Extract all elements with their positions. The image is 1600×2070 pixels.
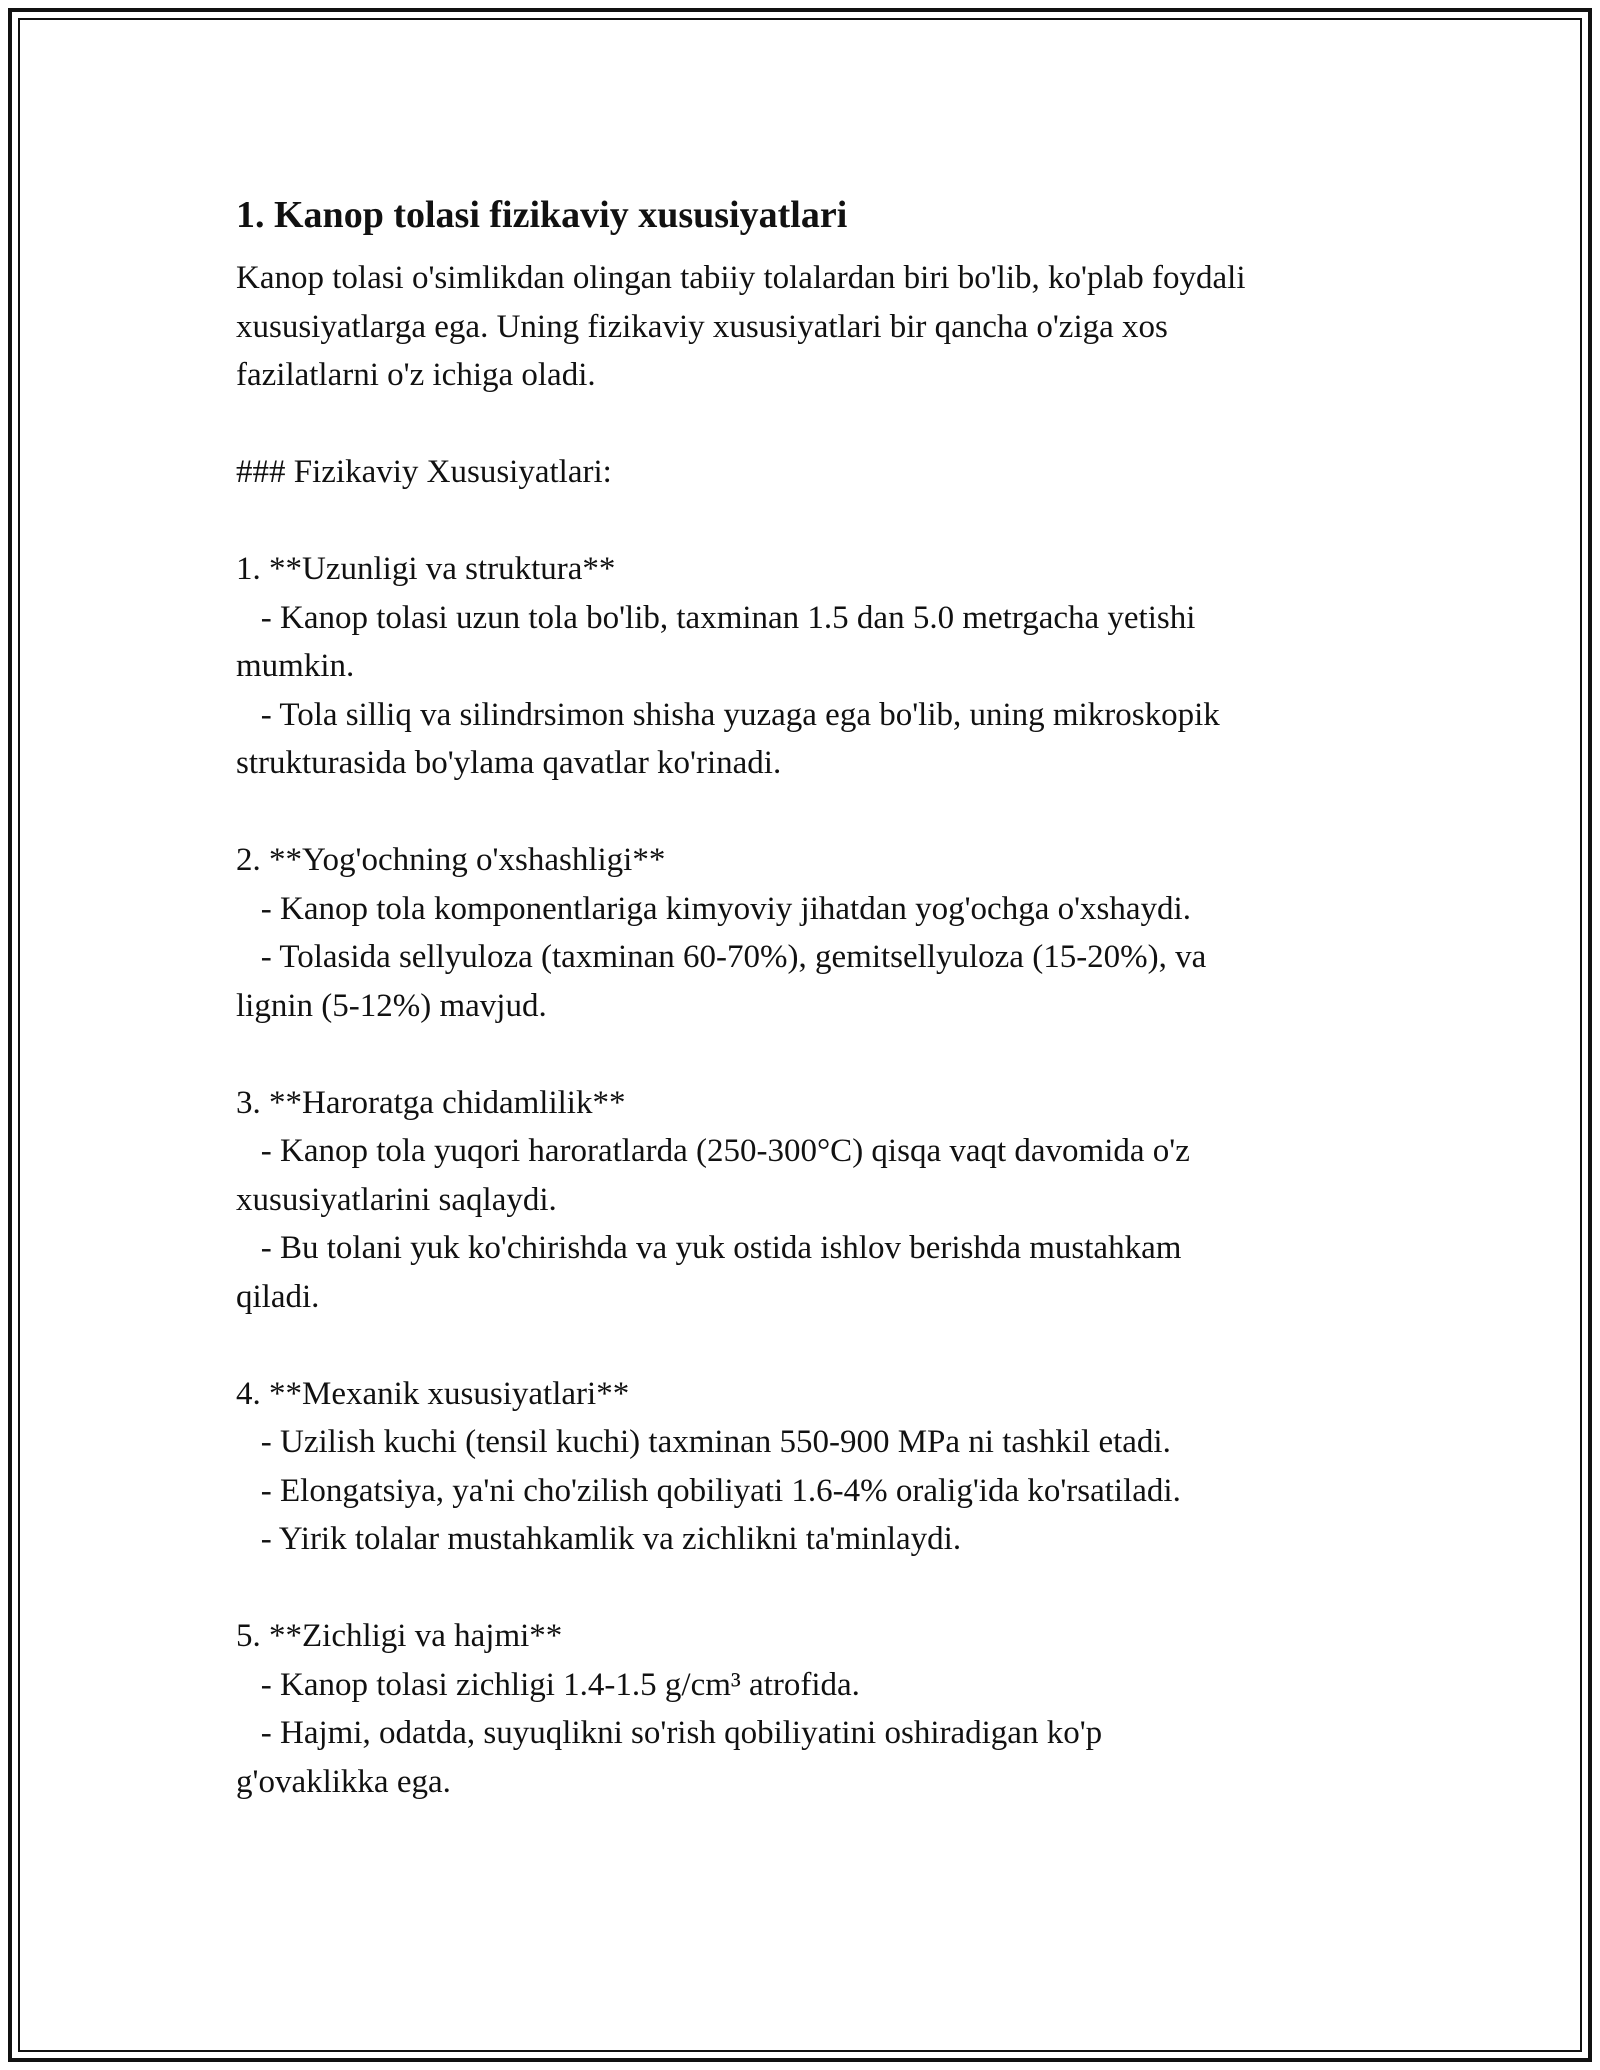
- document-body: Kanop tolasi o'simlikdan olingan tabiiy tolalardan biri bo'lib, ko'plab foydali xususiyatlarga ega. Uning fizikaviy xususiyatlari bir qancha o'ziga xos fazilatlarni o'z ichiga oladi. ### Fizikaviy Xususiyatlari: 1. **Uzunligi va struktura** - Kanop tolasi uzun tola bo'lib, taxminan 1.5 dan 5.0 metrgacha yetishi mumkin. - Tola silliq va silindrsimon shisha yuzaga ega bo'lib, uning mikroskopik strukturasida bo'ylama qavatlar ko'rinadi. 2. **Yog'ochning o'xshashligi** - Kanop tola komponentlariga kimyoviy jihatdan yog'ochga o'xshaydi. - Tolasida sellyuloza (taxminan 60-70%), gemitsellyuloza (15-20%), va lignin (5-12%) mavjud. 3. **Haroratga chidamlilik** - Kanop tola yuqori haroratlarda (250-300°C) qisqa vaqt davomida o'z xususiyatlarini saqlaydi. - Bu tolani yuk ko'chirishda va yuk ostida ishlov berishda mustahkam qiladi. 4. **Mexanik xususiyatlari** - Uzilish kuchi (tensil kuchi) taxminan 550-900 MPa ni tashkil etadi. - Elongatsiya, ya'ni cho'zilish qobiliyati 1.6-4% oralig'ida ko'rsatiladi. - Yirik tolalar mustahkamlik va zichlikni ta'minlaydi. 5. **Zichligi va hajmi** - Kanop tolasi zichligi 1.4-1.5 g/cm³ atrofida. - Hajmi, odatda, suyuqlikni so'rish qobiliyatini oshiradigan ko'p g'ovaklikka ega.: [236, 260, 1246, 1800]
- document-title: 1. Kanop tolasi fizikaviy xususiyatlari: [236, 194, 848, 236]
- document-content: [236, 186, 1396, 1806]
